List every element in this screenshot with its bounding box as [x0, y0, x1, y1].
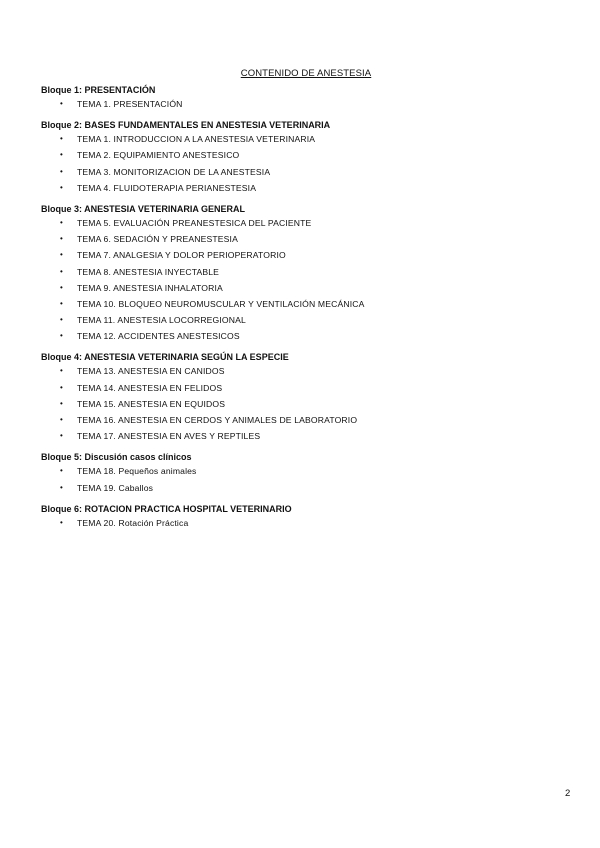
- topic-label: TEMA 1. INTRODUCCION A LA ANESTESIA VETERINARIA: [77, 134, 316, 145]
- bullet-icon: •: [60, 99, 63, 108]
- block-3: [41, 203, 561, 345]
- list-item: [41, 363, 561, 379]
- bullet-icon: •: [60, 382, 63, 392]
- bullet-icon: •: [60, 250, 63, 260]
- bullet-icon: •: [60, 134, 63, 144]
- topic-label: TEMA 12. ACCIDENTES ANESTESICOS: [77, 331, 240, 342]
- list-item: [41, 247, 561, 263]
- block-6: [41, 503, 561, 531]
- bullet-icon: •: [60, 182, 63, 192]
- block-5: [41, 451, 561, 495]
- block-heading: Bloque 6: ROTACION PRACTICA HOSPITAL VETERINARIO: [41, 503, 292, 514]
- topic-label: TEMA 1. PRESENTACIÓN: [77, 99, 183, 109]
- document-title: CONTENIDO DE ANESTESIA: [240, 68, 372, 79]
- topic-label: TEMA 3. MONITORIZACION DE LA ANESTESIA: [77, 166, 271, 177]
- block-4: [41, 351, 561, 444]
- list-item: [41, 280, 561, 296]
- list-item: [41, 296, 561, 312]
- topic-label: TEMA 18. Pequeños animales: [77, 466, 197, 477]
- bullet-icon: •: [60, 466, 63, 476]
- list-item: [41, 515, 561, 531]
- list-item: [41, 147, 561, 163]
- list-item: [41, 231, 561, 247]
- topic-list: [41, 215, 561, 345]
- topic-list: [41, 96, 561, 112]
- list-item: [41, 96, 561, 112]
- bullet-icon: •: [60, 415, 63, 424]
- topic-label: TEMA 10. BLOQUEO NEUROMUSCULAR Y VENTILACIÓN MECÁNICA: [77, 298, 365, 309]
- bullet-icon: •: [60, 266, 63, 276]
- topic-label: TEMA 17. ANESTESIA EN AVES Y REPTILES: [77, 431, 261, 442]
- topic-label: TEMA 13. ANESTESIA EN CANIDOS: [77, 366, 225, 377]
- topic-list: [41, 463, 561, 495]
- topic-label: TEMA 9. ANESTESIA INHALATORIA: [77, 282, 223, 293]
- bullet-icon: •: [60, 431, 63, 441]
- topic-label: TEMA 16. ANESTESIA EN CERDOS Y ANIMALES DE LABORATORIO: [77, 415, 358, 425]
- table-of-contents: [41, 84, 561, 538]
- list-item: [41, 412, 561, 428]
- list-item: [41, 164, 561, 180]
- block-heading: Bloque 4: ANESTESIA VETERINARIA SEGÚN LA ESPECIE: [41, 352, 289, 363]
- bullet-icon: •: [60, 150, 63, 160]
- bullet-icon: •: [60, 366, 63, 376]
- list-item: [41, 131, 561, 147]
- topic-list: [41, 131, 561, 196]
- topic-list: [41, 363, 561, 444]
- bullet-icon: •: [60, 482, 63, 492]
- block-heading: Bloque 3: ANESTESIA VETERINARIA GENERAL: [41, 203, 246, 214]
- topic-label: TEMA 2. EQUIPAMIENTO ANESTESICO: [77, 150, 240, 161]
- topic-label: TEMA 6. SEDACIÓN Y PREANESTESIA: [77, 234, 238, 245]
- list-item: [41, 328, 561, 344]
- block-2: [41, 119, 561, 196]
- topic-label: TEMA 11. ANESTESIA LOCORREGIONAL: [77, 315, 246, 326]
- list-item: [41, 380, 561, 396]
- bullet-icon: •: [60, 517, 63, 527]
- topic-label: TEMA 5. EVALUACIÓN PREANESTESICA DEL PACIENTE: [77, 217, 312, 228]
- bullet-icon: •: [60, 331, 63, 341]
- list-item: [41, 215, 561, 231]
- topic-label: TEMA 20. Rotación Práctica: [77, 517, 189, 528]
- topic-label: TEMA 14. ANESTESIA EN FELIDOS: [77, 382, 223, 393]
- bullet-icon: •: [60, 234, 63, 244]
- topic-label: TEMA 8. ANESTESIA INYECTABLE: [77, 266, 220, 277]
- topic-label: TEMA 4. FLUIDOTERAPIA PERIANESTESIA: [77, 182, 257, 193]
- bullet-icon: •: [60, 298, 63, 308]
- block-heading: Bloque 2: BASES FUNDAMENTALES EN ANESTESIA VETERINARIA: [41, 120, 331, 131]
- list-item: [41, 480, 561, 496]
- topic-label: TEMA 15. ANESTESIA EN EQUIDOS: [77, 398, 226, 409]
- bullet-icon: •: [60, 166, 63, 176]
- list-item: [41, 396, 561, 412]
- block-heading: Bloque 1: PRESENTACIÓN: [41, 85, 156, 95]
- topic-label: TEMA 19. Caballos: [77, 482, 154, 493]
- list-item: [41, 428, 561, 444]
- page-number: 2: [565, 788, 571, 799]
- bullet-icon: •: [60, 282, 63, 292]
- block-heading: Bloque 5: Discusión casos clínicos: [41, 452, 192, 463]
- bullet-icon: •: [60, 217, 63, 227]
- list-item: [41, 312, 561, 328]
- block-1: [41, 84, 561, 112]
- list-item: [41, 463, 561, 479]
- topic-list: [41, 515, 561, 531]
- list-item: [41, 264, 561, 280]
- list-item: [41, 180, 561, 196]
- bullet-icon: •: [60, 315, 63, 325]
- topic-label: TEMA 7. ANALGESIA Y DOLOR PERIOPERATORIO: [77, 250, 286, 261]
- bullet-icon: •: [60, 398, 63, 408]
